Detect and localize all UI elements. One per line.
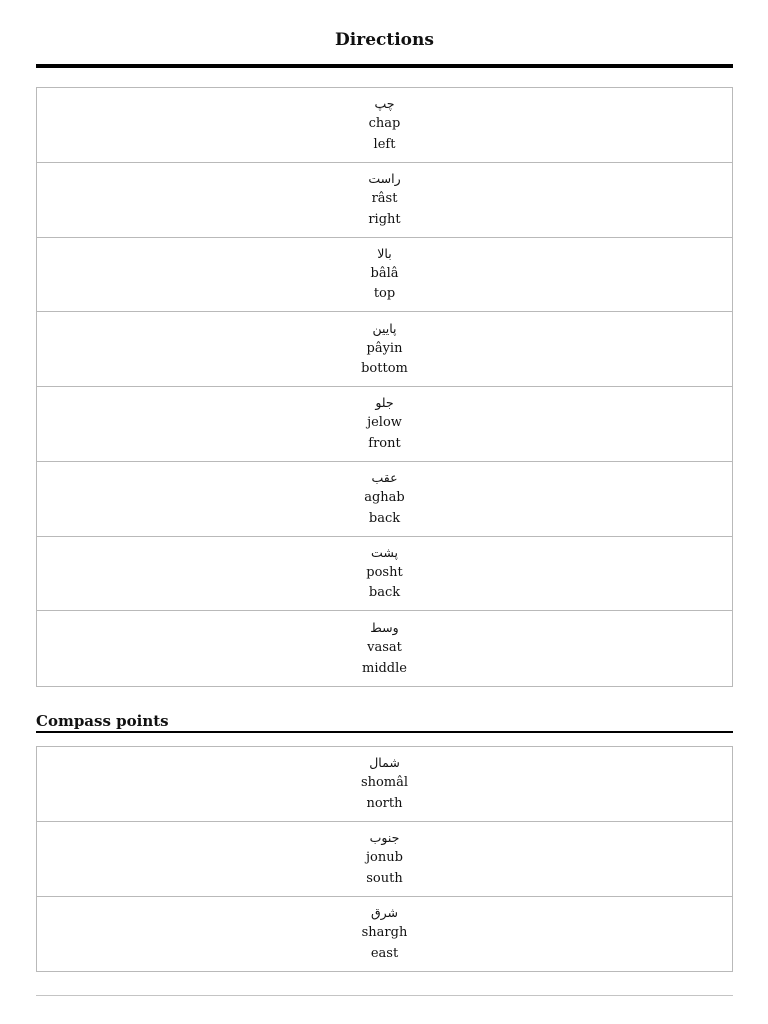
table-row [37,822,732,897]
transliteration: shargh [361,925,408,941]
persian-word: عقب [371,470,398,486]
transliteration: aghab [364,490,405,506]
table-row [37,88,732,163]
transliteration: bâlâ [370,265,399,281]
table-row [37,312,732,387]
page-content [36,0,733,972]
english-translation: top [373,286,396,302]
transliteration: shomâl [360,775,409,791]
table-row [37,747,732,822]
persian-word: شمال [369,755,400,771]
compass-table [36,746,733,972]
persian-word: چپ [374,96,395,112]
persian-word: جنوب [369,830,400,846]
persian-word: پشت [371,544,398,560]
english-translation: back [368,585,401,601]
persian-word: شرق [370,905,399,921]
transliteration: pâyin [366,340,403,356]
bottom-divider [36,995,733,996]
table-row [37,387,732,462]
table-row [37,163,732,238]
table-row [37,537,732,612]
persian-word: راست [368,171,401,187]
transliteration: jonub [366,850,403,866]
english-translation: left [373,136,396,152]
english-translation: middle [362,660,407,676]
persian-word: جلو [375,395,394,411]
transliteration: chap [368,116,401,132]
english-translation: front [368,435,401,451]
english-translation: east [370,945,399,961]
english-translation: south [366,870,403,886]
persian-word: پایین [372,320,397,336]
transliteration: jelow [367,415,402,431]
persian-word: وسط [370,620,399,636]
directions-table [36,87,733,687]
page-title: Directions [36,0,733,68]
english-translation: right [368,211,401,227]
table-row [37,462,732,537]
transliteration: vasat [367,640,402,656]
english-translation: back [368,510,401,526]
section-heading-compass: Compass points [36,712,733,733]
table-row [37,611,732,686]
transliteration: posht [366,564,403,580]
table-row [37,238,732,313]
english-translation: bottom [361,361,408,377]
persian-word: بالا [377,245,392,261]
table-row [37,897,732,972]
transliteration: râst [371,191,398,207]
english-translation: north [366,795,403,811]
